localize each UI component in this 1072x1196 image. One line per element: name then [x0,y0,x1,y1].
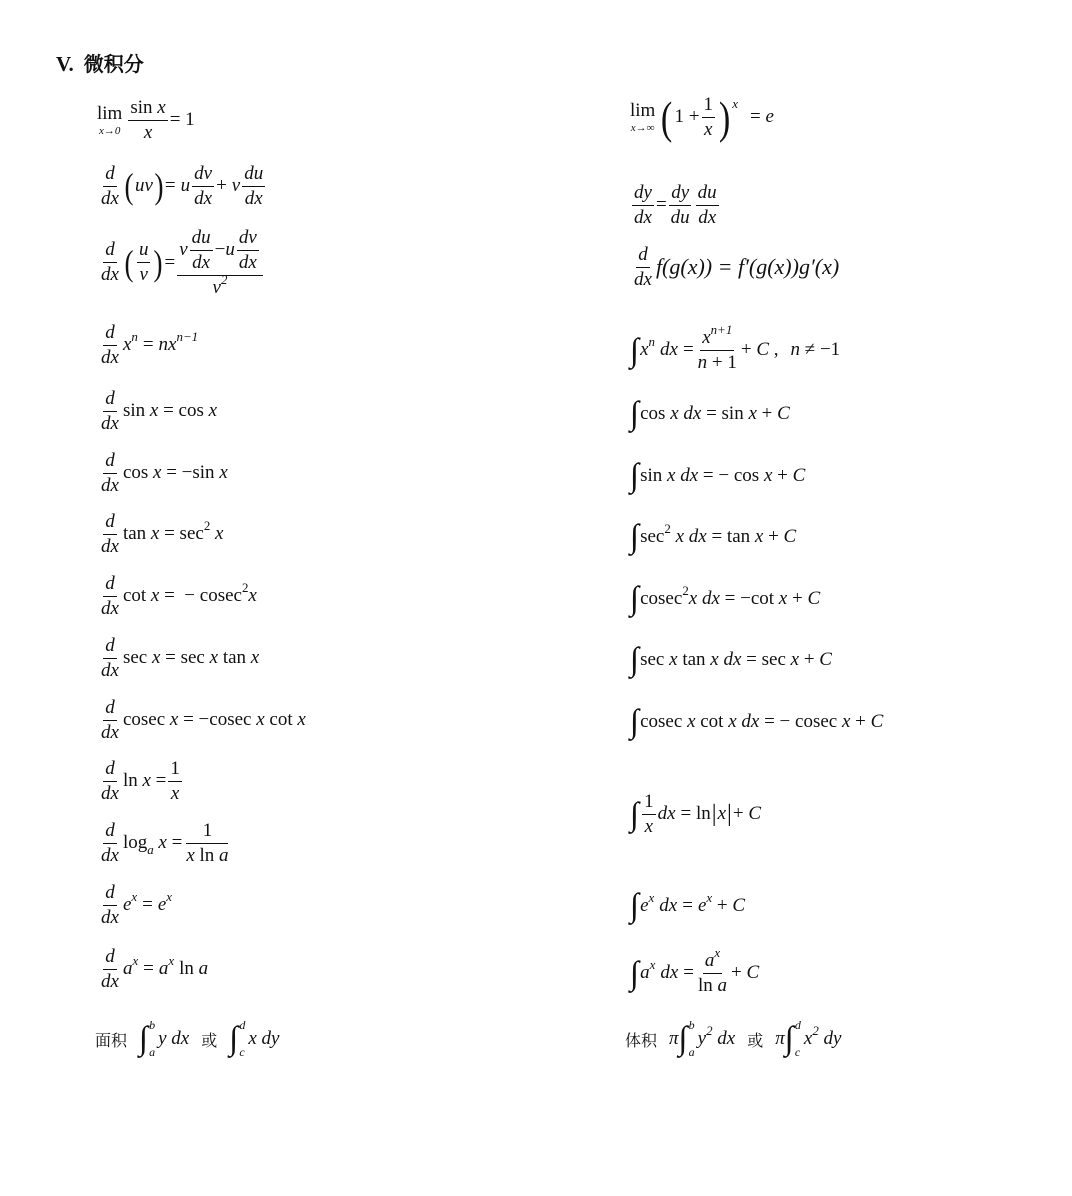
formula-derivative-cot: $\frac{d}{dx}$ cot x = − cosec$^2$x [101,573,257,619]
formula-volume: 体积 π ∫ b a $y^2$ dx 或 π ∫ d c $x^2$ dy [625,1018,842,1059]
section-title [56,48,144,77]
formula-derivative-sec: $\frac{d}{dx}$ sec x = sec x tan x [101,635,260,681]
integral-cosec-cot: ∫ cosec x cot x dx = − cosec x + C [630,703,884,740]
integral-sec-squared: ∫ $\sec^2 x$ dx = tan x + C [630,518,797,555]
formula-quotient-rule: $\frac{d}{dx}$ ( $\frac{u}{v}$ ) = v $\frac{du}{dx}$ − u $\frac{dv}{dx}$ $v^2$ [97,227,265,299]
area-label: 面积 [95,1030,128,1050]
formula-derivative-cos: $\frac{d}{dx}$ cos x = −sin x [101,450,228,496]
formula-product-rule: $\frac{d}{dx}$ ( uv ) = u $\frac{dv}{dx}$ + v $\frac{du}{dx}$ [101,163,264,209]
formula-derivative-log: $\frac{d}{dx}$ $\log_a x$ = $\frac{1}{\text{x ln a}}$ [101,820,229,866]
formula-derivative-power: $\frac{d}{dx}$ $x^n$ = $nx^{n-1}$ [101,322,199,368]
integral-sin: ∫ sin x dx = − cos x + C [630,457,806,494]
integral-power: ∫ $x^n$ dx = $\frac{x^{n+1}}{n + 1}$ + C , n ≠ −1 [630,321,841,373]
formula-limit-e: lim x→∞ ( 1 + $\frac{1}{x}$ ) x = e [630,91,774,143]
formula-chain-rule: $\frac{dy}{dx}$ = $\frac{dy}{du}$ $\frac{du}{dx}$ [634,182,717,228]
formula-derivative-ax: $\frac{d}{dx}$ $a^x$ = $a^x$ ln a [101,946,209,992]
formula-limit-sinx-over-x: lim x→0 $\frac{\text{sin x}}{x}$ = 1 [97,97,195,143]
integral-ax: ∫ $a^x$ dx = $\frac{a^x}{\text{ln a}}$ + C [630,944,760,996]
formula-derivative-ln: $\frac{d}{dx}$ ln x = $\frac{1}{x}$ [101,758,180,804]
formula-chain-rule-function: $\frac{d}{dx}$ f(g(x)) = f′(g(x))g′(x) [634,244,840,290]
formula-derivative-sin: $\frac{d}{dx}$ sin x = cos x [101,388,218,434]
formula-derivative-exp: $\frac{d}{dx}$ $e^x$ = $e^x$ [101,882,172,928]
section-number: V. [56,52,74,76]
or-label-left: 或 [201,1030,218,1050]
section-title-text: 微积分 [83,52,144,76]
integral-reciprocal: ∫ $\frac{1}{x}$ dx = ln | x | + C [630,791,762,837]
integral-exp: ∫ $e^x$ dx = $e^x$ + C [630,887,746,924]
formula-area: 面积 ∫ b a y dx 或 ∫ d c x dy [95,1018,280,1059]
formula-derivative-cosec: $\frac{d}{dx}$ cosec x = −cosec x cot x [101,697,306,743]
formula-derivative-tan: $\frac{d}{dx}$ $\tan x = \sec^2 x$ [101,511,224,557]
integral-cos: ∫ cos x dx = sin x + C [630,395,790,432]
or-label-right: 或 [747,1030,764,1050]
volume-label: 体积 [625,1030,658,1050]
integral-sec-tan: ∫ sec x tan x dx = sec x + C [630,641,832,678]
integral-cosec-squared: ∫ cosec$^2$x dx = −cot x + C [630,580,821,617]
